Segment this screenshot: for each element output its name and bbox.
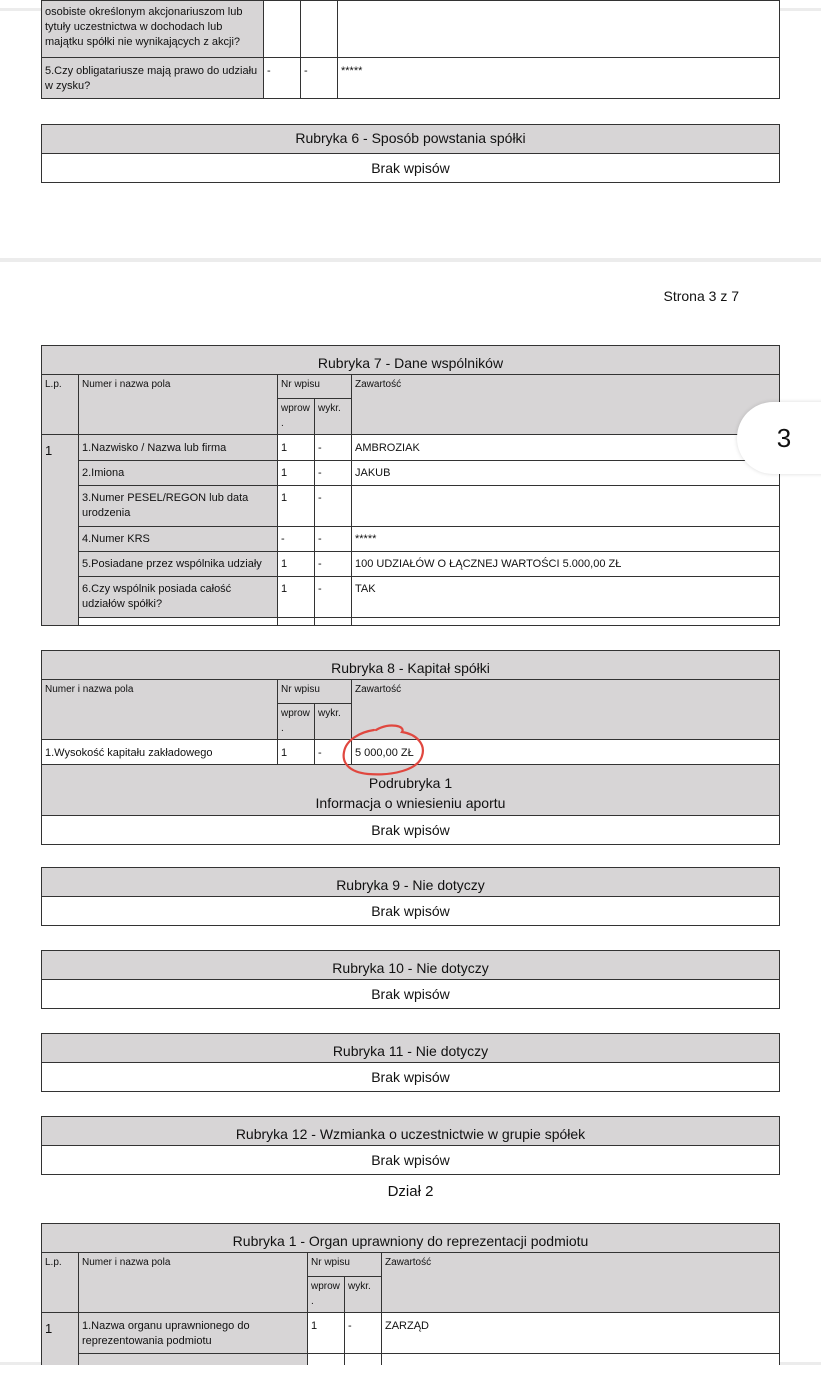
field-name: 5.Posiadane przez wspólnika udziały xyxy=(79,552,278,577)
section-title: Rubryka 7 - Dane wspólników xyxy=(42,346,780,375)
field-name: osobiste określonym akcjonariuszom lub tytuły uczestnictwa w dochodach lub majątku spółki nie wynikających z akcji? xyxy=(42,1,264,58)
empty-notice: Brak wpisów xyxy=(42,897,780,926)
field-name: 1.Nazwisko / Nazwa lub firma xyxy=(79,435,278,461)
col-wykr-header: wykr. xyxy=(315,399,352,435)
col-lp-header: L.p. xyxy=(42,375,79,435)
wprow-cell: 1 xyxy=(278,577,315,618)
content-cell xyxy=(338,1,780,58)
page-number: Strona 3 z 7 xyxy=(663,288,739,304)
wykr-cell: - xyxy=(315,740,352,765)
col-wprow-header: wprow . xyxy=(308,1277,345,1313)
section-title: Rubryka 9 - Nie dotyczy xyxy=(42,868,780,897)
wykr-cell: - xyxy=(345,1313,382,1354)
col-field-header: Numer i nazwa pola xyxy=(79,1253,308,1313)
section-title: Rubryka 8 - Kapitał spółki xyxy=(42,651,780,680)
content-cell: ***** xyxy=(338,58,780,99)
col-wykr-header: wykr. xyxy=(345,1277,382,1313)
empty-notice: Brak wpisów xyxy=(42,816,780,845)
top-table xyxy=(41,0,780,99)
wprow-cell: 1 xyxy=(308,1313,345,1354)
col-field-header: Numer i nazwa pola xyxy=(79,375,278,435)
wykr-cell: - xyxy=(315,461,352,486)
wykr-cell: - xyxy=(315,577,352,618)
content-cell: 5 000,00 ZŁ xyxy=(352,740,780,765)
wykr-cell: - xyxy=(315,435,352,461)
wykr-cell: - xyxy=(301,58,338,99)
wprow-cell: - xyxy=(278,527,315,552)
wprow-cell: 1 xyxy=(278,552,315,577)
wprow-cell: 1 xyxy=(278,740,315,765)
field-name: 3.Numer PESEL/REGON lub data urodzenia xyxy=(79,486,278,527)
subsection-title-line1: Podrubryka 1 xyxy=(368,775,453,791)
spacer-cell xyxy=(79,618,278,626)
content-cell: JAKUB xyxy=(352,461,780,486)
wykr-cell: - xyxy=(315,527,352,552)
empty-notice: Brak wpisów xyxy=(42,1063,780,1092)
row-lp: 1 xyxy=(42,1313,79,1374)
content-cell xyxy=(352,486,780,527)
section-title: Rubryka 11 - Nie dotyczy xyxy=(42,1034,780,1063)
field-name: 1.Wysokość kapitału zakładowego xyxy=(42,740,278,765)
col-wykr-header: wykr. xyxy=(315,704,352,740)
field-name: 4.Numer KRS xyxy=(79,527,278,552)
rubryka-10 xyxy=(41,950,780,1009)
page-bottom xyxy=(0,1365,821,1375)
content-cell: 100 UDZIAŁÓW O ŁĄCZNEJ WARTOŚCI 5.000,00 ZŁ xyxy=(352,552,780,577)
wprow-cell: 1 xyxy=(278,461,315,486)
empty-notice: Brak wpisów xyxy=(42,1146,780,1175)
col-lp-header: L.p. xyxy=(42,1253,79,1313)
spacer-cell xyxy=(352,618,780,626)
page-badge: 3 xyxy=(737,402,821,474)
col-nr-header: Nr wpisu xyxy=(308,1253,382,1277)
page-separator xyxy=(0,258,821,262)
dzial2-rubryka-1 xyxy=(41,1223,780,1374)
section-title: Rubryka 6 - Sposób powstania spółki xyxy=(42,125,780,154)
col-wprow-header: wprow . xyxy=(278,399,315,435)
section-title: Rubryka 10 - Nie dotyczy xyxy=(42,951,780,980)
wykr-cell xyxy=(301,1,338,58)
dzial-heading: Dział 2 xyxy=(387,1183,434,1200)
content-cell: AMBROZIAK xyxy=(352,435,780,461)
col-content-header: Zawartość xyxy=(352,680,780,740)
col-wprow-header: wprow . xyxy=(278,704,315,740)
col-field-header: Numer i nazwa pola xyxy=(42,680,278,740)
field-name: 6.Czy wspólnik posiada całość udziałów spółki? xyxy=(79,577,278,618)
wprow-cell: 1 xyxy=(278,486,315,527)
content-cell: ZARZĄD xyxy=(382,1313,780,1354)
col-content-header: Zawartość xyxy=(352,375,780,435)
field-name: 1.Nazwa organu uprawnionego do reprezentowania podmiotu xyxy=(79,1313,308,1354)
rubryka-9 xyxy=(41,867,780,926)
rubryka-11 xyxy=(41,1033,780,1092)
section-title: Rubryka 12 - Wzmianka o uczestnictwie w grupie spółek xyxy=(42,1117,780,1146)
row-lp: 1 xyxy=(42,435,79,626)
empty-notice: Brak wpisów xyxy=(42,980,780,1009)
content-cell: TAK xyxy=(352,577,780,618)
section-title: Rubryka 1 - Organ uprawniony do reprezentacji podmiotu xyxy=(42,1224,780,1253)
rubryka-6 xyxy=(41,124,780,183)
annotation-circle xyxy=(330,718,440,780)
spacer-cell xyxy=(278,618,315,626)
wprow-cell: - xyxy=(264,58,301,99)
content-cell: ***** xyxy=(352,527,780,552)
subsection-title-line2: Informacja o wniesieniu aportu xyxy=(315,795,506,811)
wprow-cell xyxy=(264,1,301,58)
rubryka-12 xyxy=(41,1116,780,1175)
col-content-header: Zawartość xyxy=(382,1253,780,1313)
wykr-cell: - xyxy=(315,486,352,527)
wprow-cell: 1 xyxy=(278,435,315,461)
field-name: 2.Imiona xyxy=(79,461,278,486)
empty-notice: Brak wpisów xyxy=(42,154,780,183)
wykr-cell: - xyxy=(315,552,352,577)
col-nr-header: Nr wpisu xyxy=(278,680,352,704)
col-nr-header: Nr wpisu xyxy=(278,375,352,399)
field-name: 5.Czy obligatariusze mają prawo do udziału w zysku? xyxy=(42,58,264,99)
spacer-cell xyxy=(315,618,352,626)
rubryka-7 xyxy=(41,345,780,626)
